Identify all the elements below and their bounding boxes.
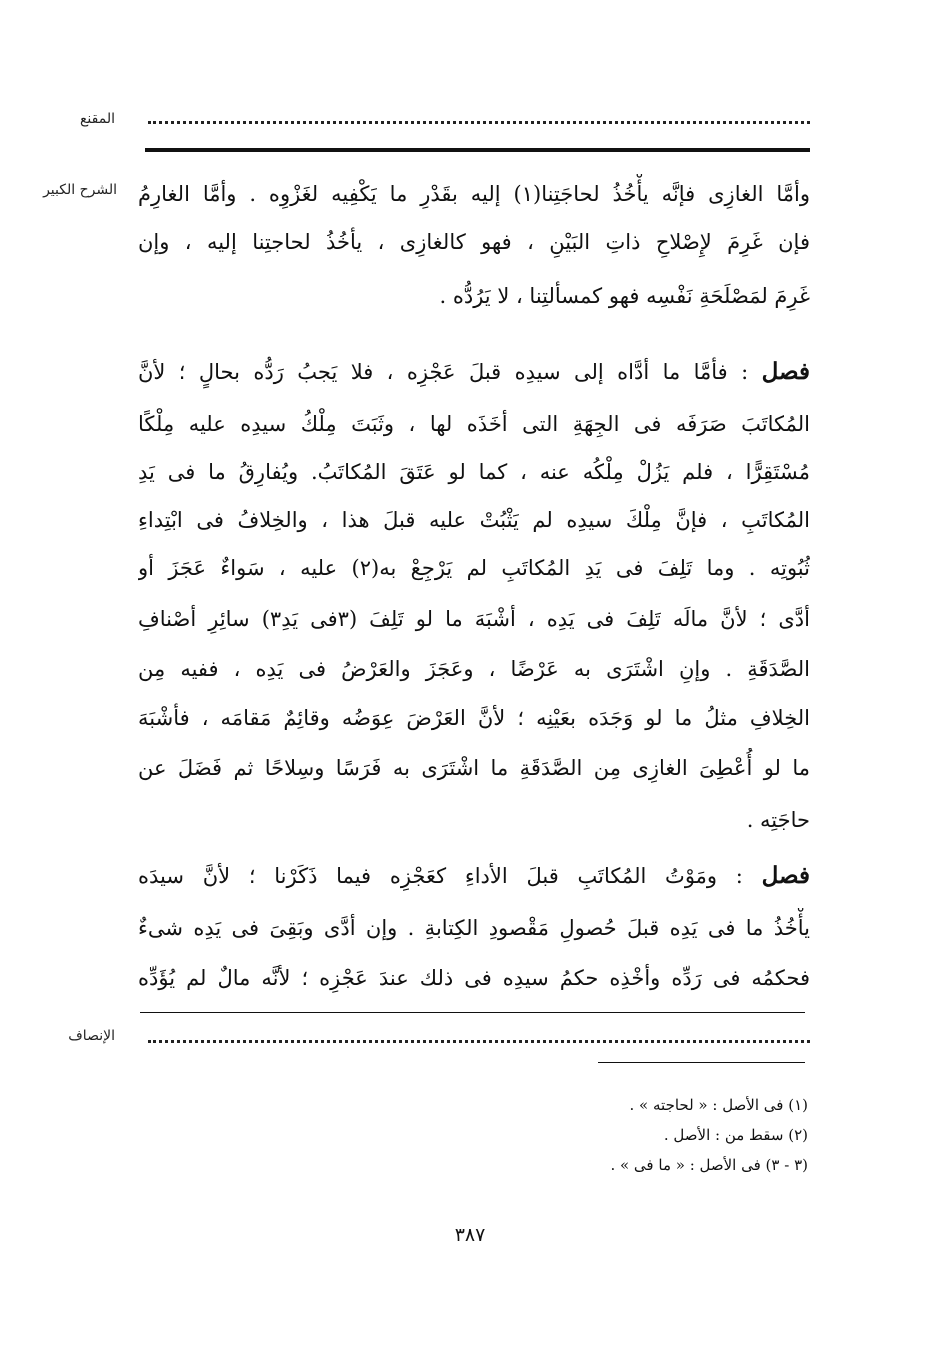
p3-line-1-text: : ومَوْتُ المُكاتَبِ قبلَ الأداءِ كعَجْزِه فيما ذَكَرْنا ؛ لأنَّ سيدَه [138, 864, 743, 888]
margin-upper-label: الشرح الكبير [43, 182, 117, 198]
text-end-rule [140, 1012, 805, 1013]
p2-line-1 [138, 352, 810, 392]
footnote-3: (٣ - ٣) فى الأصل : « ما فى » . [610, 1156, 808, 1174]
p2-line-6: أدَّى ؛ لأنَّ مالَه تَلِفَ فى يَدِه ، أشْبَهَ ما لو تَلِفَ (٣فى يَدِ٣) سائِرِ أصْنافِ [138, 607, 810, 631]
p1-line-1: وأمَّا الغازِى فإنَّه يأْخُذُ لحاجَتِنا(١) إليه بقَدْرِ ما يَكْفِيه لغَزْوِه . وأمَّا الغارِمُ [138, 182, 810, 206]
p2-line-10: حاجَتِه . [746, 808, 810, 832]
p3-line-2: يأْخُذُ ما فى يَدِه قبلَ حُصولِ مَقْصودِ الكِتابةِ . وإن أدَّى وبَقِىَ فى يَدِه شىءٌ [138, 916, 810, 940]
p2-line-8: الخِلافِ مثلُ ما لو وَجَدَه بعَيْنِه ؛ لأنَّ العَرْضَ عِوَضُه وقائِمٌ مَقامَه ، فأشْبَهَ [138, 706, 810, 730]
footnote-1: (١) فى الأصل : « لحاجته » . [629, 1096, 808, 1114]
footnote-rule [598, 1062, 805, 1063]
margin-lower-label: الإنصاف [68, 1028, 115, 1044]
header-solid-rule [145, 148, 810, 152]
p3-line-3: فحكمُه فى رَدِّه وأخْذِه حكمُ سيدِه فى ذلك عندَ عَجْزِه ؛ لأنَّه مالٌ لم يُؤَدِّه [138, 966, 810, 990]
header-dotted-rule [148, 121, 810, 124]
p2-line-9: ما لو أُعْطِىَ الغازِى مِن الصَّدَقَةِ ما اشْتَرَى به فَرَسًا وسِلاحًا ثم فَضَلَ عن [138, 756, 810, 780]
p2-line-4: المُكاتَبِ ، فإنَّ مِلْكَ سيدِه لم يَثْبُتْ عليه قبلَ هذا ، والخِلافُ فى ابْتِداءِ [138, 508, 810, 532]
section-keyword: فصل [761, 862, 810, 889]
p2-line-3: مُسْتَقِرًّا ، فلم يَزُلْ مِلْكُه عنه ، كما لو عَتَقَ المُكاتَبُ. ويُفارِقُ ما فى يَدِ [138, 460, 810, 484]
p2-line-1-text: : فأمَّا ما أدَّاه إلى سيدِه قبلَ عَجْزِه ، فلا يَجبُ رَدُّه بحالٍ ؛ لأنَّ [138, 360, 749, 384]
header-book-title: المقنع [79, 111, 115, 127]
lower-dotted-rule [148, 1040, 810, 1043]
p2-line-2: المُكاتَبَ صَرَفَه فى الجِهَةِ التى أخَذَه لها ، وثَبَتَ مِلْكُ سيدِه عليه مِلْكًا [138, 412, 810, 436]
footnote-2: (٢) سقط من : الأصل . [663, 1126, 808, 1144]
p2-line-5: ثُبُوتِه . وما تَلِفَ فى يَدِ المُكاتَبِ لم يَرْجِعْ به(٢) عليه ، سَواءٌ عَجَزَ أو [138, 556, 810, 580]
p1-line-2: فإن غَرِمَ لإِصْلاحِ ذاتِ البَيْنِ ، فهو كالغازِى ، يأخُذُ لحاجتِنا إليه ، وإن [138, 230, 810, 254]
page-number: ٣٨٧ [454, 1224, 486, 1246]
p1-line-3: غَرِمَ لمَصْلَحَةِ نَفْسِه فهو كمسألتِنا ، لا يَرُدُّه . [439, 284, 810, 308]
p2-line-7: الصَّدَقَةِ . وإنِ اشْتَرَى به عَرْضًا ، وعَجَزَ والعَرْضُ فى يَدِه ، ففيه مِن [138, 657, 810, 681]
p3-line-1 [138, 856, 810, 896]
section-keyword: فصل [761, 358, 810, 385]
